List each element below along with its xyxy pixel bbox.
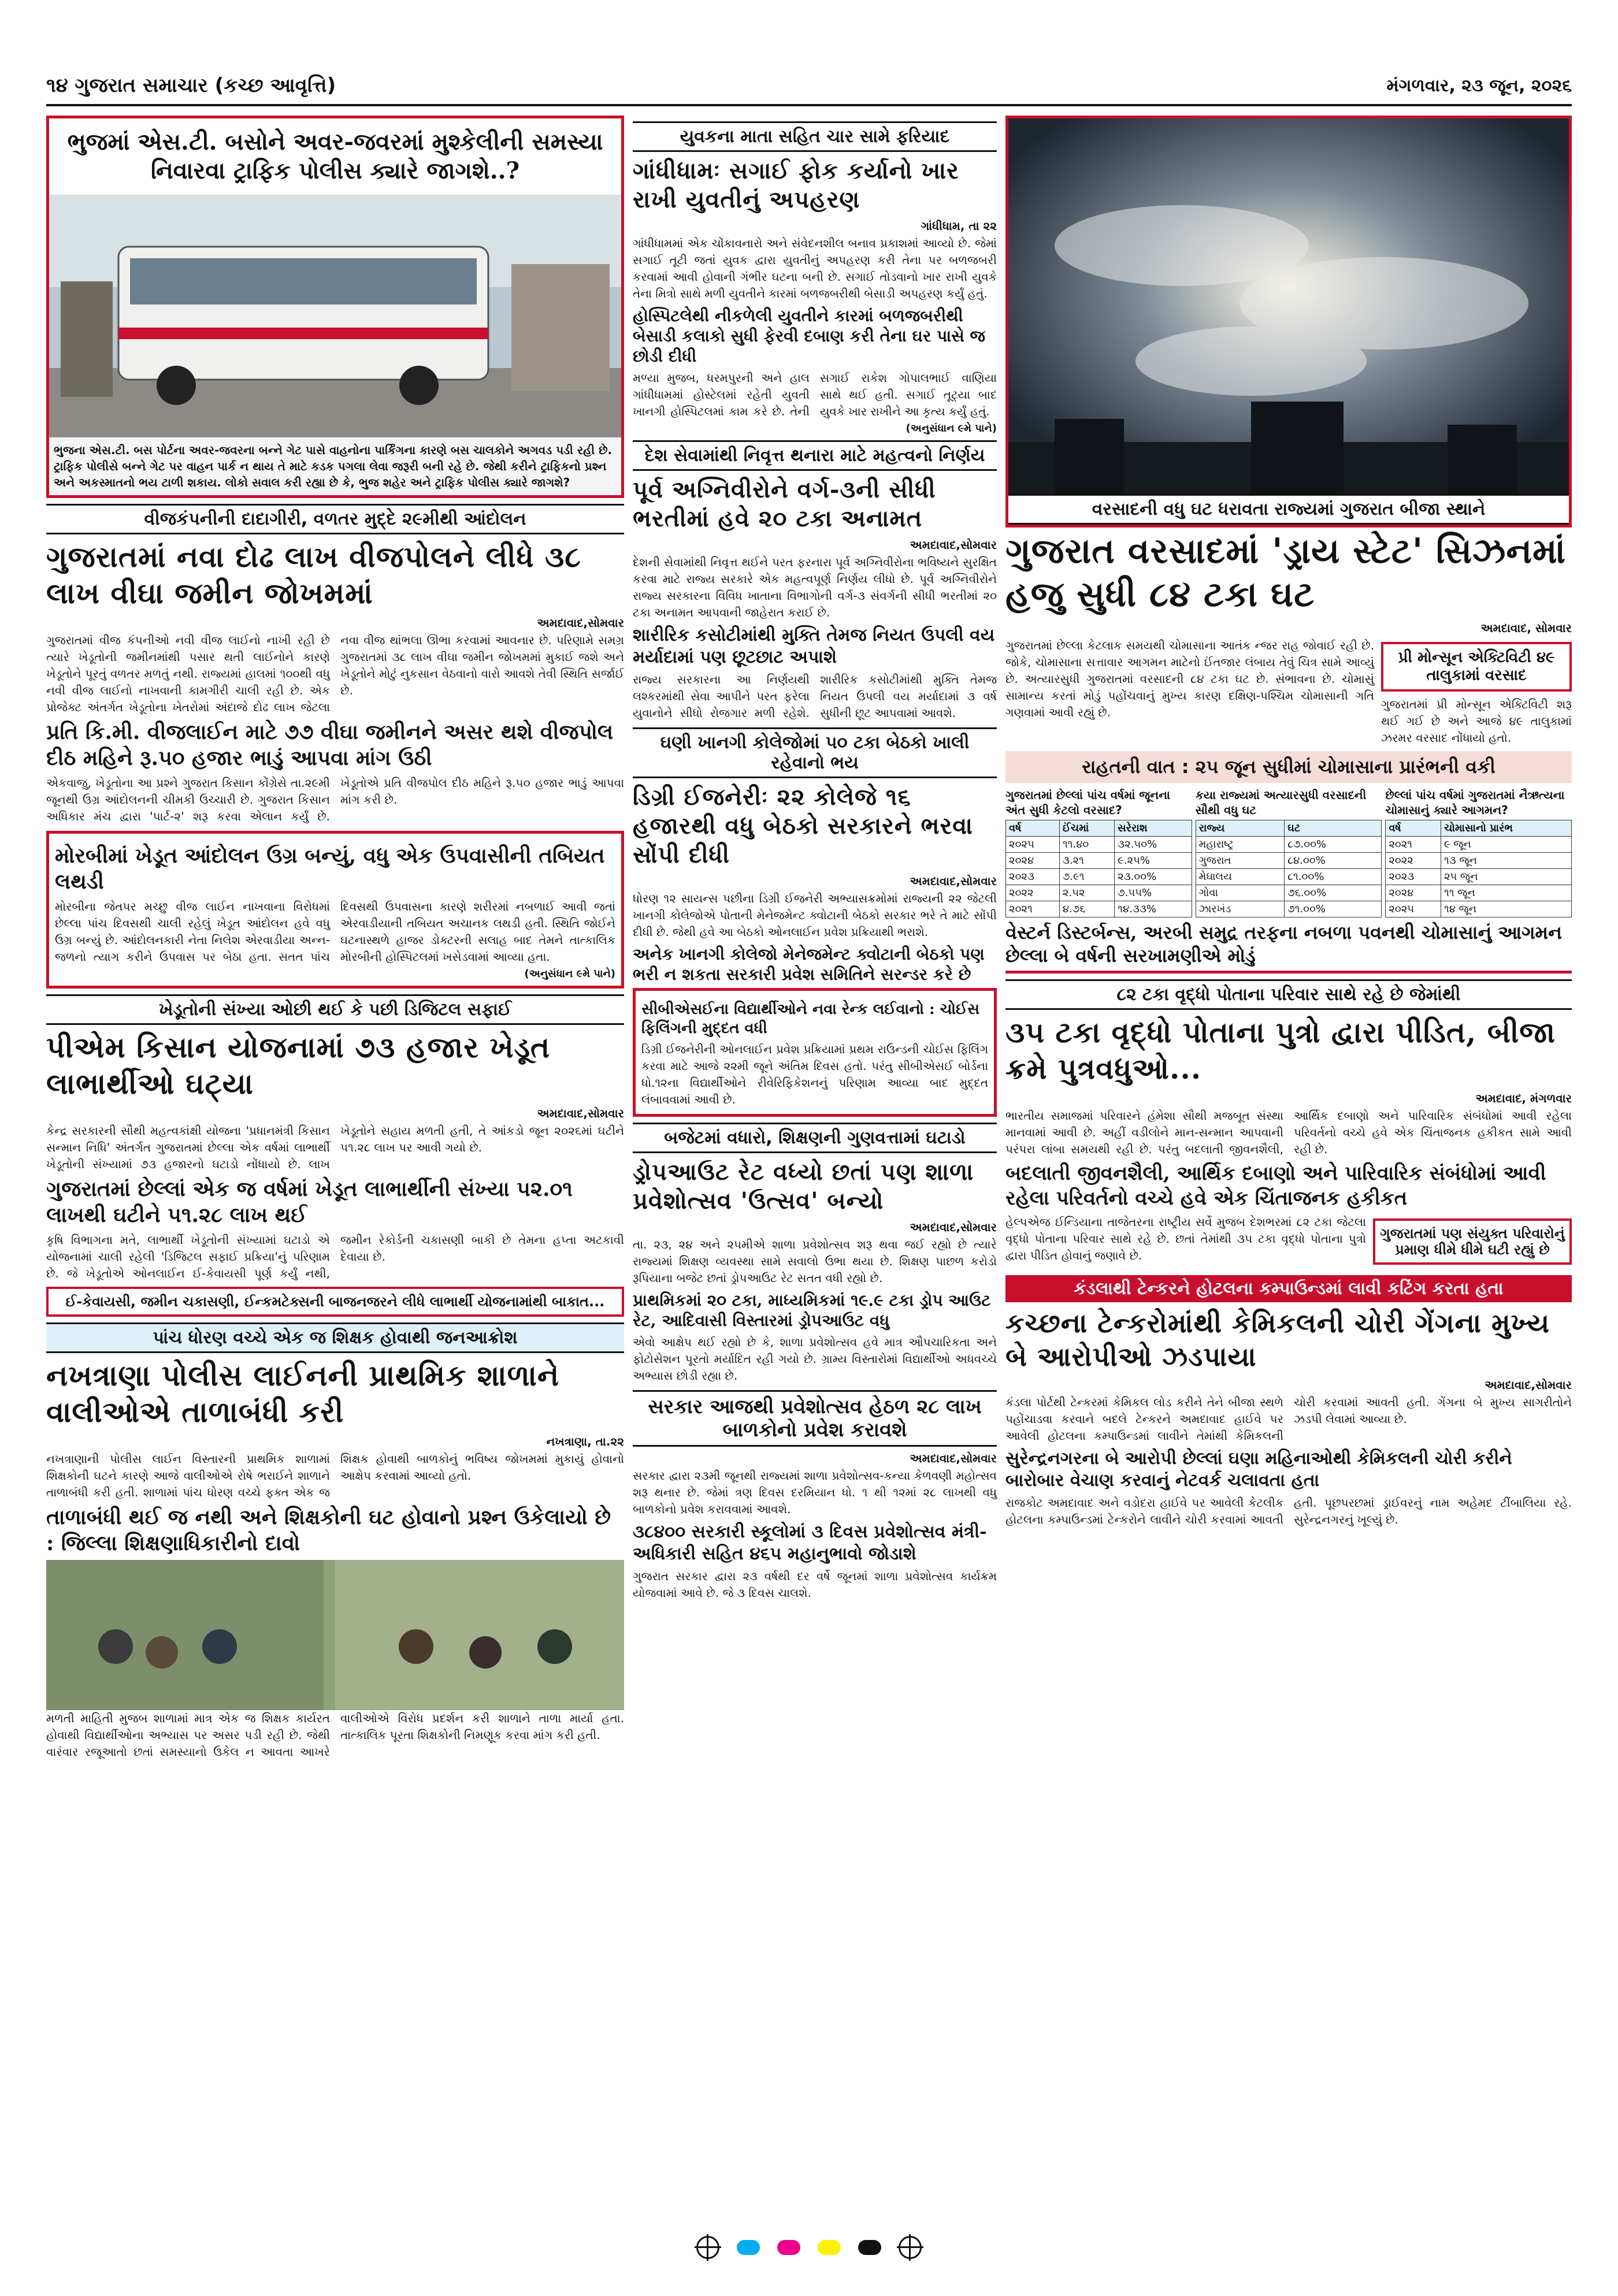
table-cell: ૪.૭૬ bbox=[1059, 901, 1114, 917]
gandhidham-kicker: યુવકના માતા સહિત ચાર સામે ફરિયાદ bbox=[633, 121, 997, 152]
registration-mark-icon bbox=[899, 2236, 922, 2259]
table-cell: ૨૦૨૫ bbox=[1006, 837, 1060, 853]
gandhidham-body2: મળ્યા મુજબ, ધરમપુરની અને હાલ ગાંધીધામમાં હોસ્ટેલમાં રહેતી યુવતી ખાનગી હોસ્પિટલમાં કામ કરે છે. તેની સગાઈ રાકેશ ગોપાલભાઈ વાણિયા સાથે થઈ હતી. સગાઈ તૂટ્યા બાદ યુવકે ખાર રાખીને આ કૃત્ય કર્યું હતું. bbox=[633, 371, 997, 418]
table-row bbox=[1006, 901, 1192, 917]
rain-table-2-grid bbox=[1196, 820, 1382, 917]
morbi-headline: મોરબીમાં ખેડૂત આંદોલન ઉગ્ર બન્યું, વધુ એક ઉપવાસીની તબિયત લથડી bbox=[55, 844, 605, 894]
agniveer-dateline: અમદાવાદ,સોમવાર bbox=[910, 538, 997, 552]
premonsoon-inset: પ્રી મોન્સૂન એક્ટિવિટી ૪૯ તાલુકામાં વરસાદ bbox=[1381, 642, 1572, 692]
table-cell: ૨.૫૨ bbox=[1059, 885, 1114, 901]
rain-table-3-caption: છેલ્લાં પાંચ વર્ષમાં ગુજરાતમાં નૈઋત્યના ચોમાસાનું ક્યારે આગમન? bbox=[1385, 788, 1565, 817]
engineering-kicker: ઘણી ખાનગી કોલેજોમાં ૫૦ ટકા બેઠકો ખાલી રહેવાનો ભય bbox=[633, 727, 997, 778]
dropout-kicker: બજેટમાં વધારો, શિક્ષણની ગુણવત્તામાં ઘટાડો bbox=[633, 1123, 997, 1153]
column-middle bbox=[633, 116, 997, 1602]
table-header-row bbox=[1386, 820, 1572, 837]
kandla-headline: કચ્છના ટેન્કરોમાંથી કેમિકલની ચોરી ગેંગના મુખ્ય બે આરોપીઓ ઝડપાયા bbox=[1005, 1307, 1550, 1372]
table-header-cell: રાજ્ય bbox=[1196, 820, 1284, 837]
table-row bbox=[1196, 901, 1382, 917]
table-cell: ૮૭.૦૦% bbox=[1285, 837, 1382, 853]
kandla-dateline: અમદાવાદ,સોમવાર bbox=[1485, 1378, 1572, 1392]
table-header-cell: વર્ષ bbox=[1386, 820, 1441, 837]
table-cell: મેઘાલય bbox=[1196, 869, 1284, 885]
vijpol-headline: ગુજરાતમાં નવા દોઢ લાખ વીજપોલને લીધે ૩૮ લાખ વીઘા જમીન જોખમમાં bbox=[46, 540, 581, 610]
column-left bbox=[46, 116, 624, 1760]
table-cell: ૨૦૨૫ bbox=[1386, 901, 1441, 917]
nakhatrana-headline: નખત્રાણા પોલીસ લાઈનની પ્રાથમિક શાળાને વાલીઓએ તાળાબંધી કરી bbox=[46, 1358, 560, 1429]
table-row bbox=[1006, 837, 1192, 853]
engineering-headline: ડિગ્રી ઈજનેરીઃ ૨૨ કોલેજે ૧૬ હજારથી વધુ બેઠકો સરકારને ભરવા સોંપી દીધી bbox=[633, 783, 973, 868]
vijpol-body2: એકવાજુ, ખેડૂતોના આ પ્રશ્ને ગુજરાત કિસાન કોંગ્રેસે તા.૨૯મી જૂનથી ઉગ્ર આંદોલનની ચીમકી ઉચ્ચારી છે. ગુજરાત કિસાન અધિકાર મંચ દ્વારા 'પાર્ટ-૨' શરૂ કરવા એલાન કર્યું છે. ખેડૂતોએ પ્રતિ વીજપોલ દીઠ મહિને રૂ.૫૦ હજાર ભાડું આપવા માંગ કરી છે. bbox=[46, 776, 624, 823]
rain-table-2 bbox=[1196, 787, 1382, 917]
praveshotsav-dateline: અમદાવાદ,સોમવાર bbox=[910, 1451, 997, 1465]
table-row bbox=[1386, 901, 1572, 917]
rain-table-1-caption: ગુજરાતમાં છેલ્લાં પાંચ વર્ષમાં જૂનના અંત સુધી કેટલો વરસાદ? bbox=[1005, 788, 1170, 817]
elderly-dateline: અમદાવાદ, મંગળવાર bbox=[1475, 1091, 1572, 1105]
gandhidham-dateline: ગાંધીધામ, તા ૨૨ bbox=[921, 219, 997, 233]
pmkisan-kicker: ખેડૂતોની સંખ્યા ઓછી થઈ કે પછી ડિજિટલ સફાઈ bbox=[46, 994, 624, 1025]
table-header-row bbox=[1196, 820, 1382, 837]
morbi-continued: (અનુસંધાન ૯મે પાને) bbox=[524, 968, 615, 980]
table-cell: ૮૧.૦૦% bbox=[1285, 869, 1382, 885]
page-header-date: મંગળવાર, ૨૩ જૂન, ૨૦૨૬ bbox=[1386, 75, 1572, 96]
table-row bbox=[1386, 837, 1572, 853]
page-header bbox=[46, 68, 1572, 103]
table-cell: ૭૧.૦૦% bbox=[1285, 901, 1382, 917]
table-cell: ઝારખંડ bbox=[1196, 901, 1284, 917]
rain-footer: વેસ્ટર્ન ડિસ્ટર્બન્સ, અરબી સમુદ્ર તરફના નબળા પવનથી ચોમાસાનું આગમન છેલ્લા બે વર્ષની સરખામણીએ મોડું bbox=[1005, 921, 1572, 974]
bhuj-story bbox=[46, 116, 624, 498]
table-cell: ૨૦૨૪ bbox=[1006, 853, 1060, 869]
nakhatrana-subhead: તાળાબંધી થઈ જ નથી અને શિક્ષકોની ઘટ હોવાનો પ્રશ્ન ઉકેલાયો છે : જિલ્લા શિક્ષણાધિકારીનો દાવો bbox=[46, 1505, 611, 1555]
table-cell: ૭૬.૦૦% bbox=[1285, 885, 1382, 901]
vijpol-subhead: પ્રતિ કિ.મી. વીજલાઈન માટે ૭૭ વીઘા જમીનને અસર થશે વીજપોલ દીઠ મહિને રૂ.૫૦ હજાર ભાડું આપવા માંગ ઉઠી bbox=[46, 720, 614, 770]
table-cell: ૨૦૨૩ bbox=[1006, 869, 1060, 885]
elderly-body: ભારતીય સમાજમાં પરિવારને હંમેશા સૌથી મજબૂત સંસ્થા માનવામાં આવી છે. અહીં વડીલોને માન-સન્માન આપવાની પરંપરા લાંબા સમયથી રહી છે. પરંતુ બદલાતી જીવનશૈલી, આર્થિક દબાણો અને પારિવારિક સંબંધોમાં આવી રહેલા પરિવર્તનો વચ્ચે હવે એક ચિંતાજનક હકીકત સામે આવી રહી છે. bbox=[1005, 1109, 1572, 1156]
bus-photo bbox=[49, 195, 621, 437]
elderly-headline: ૩૫ ટકા વૃદ્ધો પોતાના પુત્રો દ્વારા પીડિત, બીજા ક્રમે પુત્રવધુઓ... bbox=[1005, 1015, 1556, 1086]
kandla-kicker: કંડલાથી ટેન્કરને હોટલના કમ્પાઉન્ડમાં લાવી કટિંગ કરતા હતા bbox=[1005, 1275, 1572, 1302]
black-swatch-icon bbox=[858, 2240, 881, 2255]
rain-table-1-grid bbox=[1005, 820, 1192, 917]
praveshotsav-body2: ગુજરાત સરકાર દ્વારા ૨૩ વર્ષથી દર વર્ષે જૂનમાં શાળા પ્રવેશોત્સવ કાર્યક્રમ યોજવામાં આવે છે. જે ૩ દિવસ ચાલશે. bbox=[633, 1569, 997, 1600]
cbse-inset-title: સીબીએસઈના વિદ્યાર્થીઓને નવા રેન્ક લઈવાનો : ચોઈસ ફિલિંગની મુદ્દત વધી bbox=[641, 1001, 980, 1037]
registration-mark-icon bbox=[696, 2236, 719, 2259]
table-row bbox=[1196, 837, 1382, 853]
gandhidham-headline: ગાંધીધામઃ સગાઈ ફોક કર્યાનો ખાર રાખી યુવતીનું અપહરણ bbox=[633, 157, 959, 213]
vijpol-body: ગુજરાતમાં વીજ કંપનીઓ નવી વીજ લાઈનો નાખી રહી છે ત્યારે ખેડૂતોની જમીનમાંથી પસાર થતી લાઈનોને કારણે ખેડૂતોને પૂરતું વળતર મળતું નથી. રાજ્યમાં હાલમાં ૧૦૦થી વધુ નવી વીજ લાઈનો નાખવાની કામગીરી ચાલી રહી છે. એક પ્રોજેક્ટ અંતર્ગત ખેડૂતોના ખેતરોમાં અંદાજે દોઢ લાખ જેટલા નવા વીજ થાંભલા ઊભા કરવામાં આવનાર છે. પરિણામે સમગ્ર ગુજરાતમાં ૩૮ લાખ વીઘા જમીન જોખમમાં મુકાઈ જશે અને ખેડૂતોને મોટું નુકસાન વેઠવાનો વારો આવશે તેવી સ્થિતિ સર્જાઈ છે. bbox=[46, 633, 624, 714]
gandhidham-continued: (અનુસંધાન ૯મે પાને) bbox=[906, 422, 997, 434]
morbi-body: મોરબીના જેતપર મચ્છુ વીજ લાઈન નાખવાના વિરોધમાં છેલ્લા પાંચ દિવસથી ચાલી રહેલું ખેડૂત આંદોલન હવે વધુ ઉગ્ર બન્યું છે. આંદોલનકારી નેતા નિલેશ એરવાડીયા અન્ન-જળનો ત્યાગ કરીને ઉપવાસ પર બેઠા હતા. સતત પાંચ દિવસથી ઉપવાસના કારણે શરીરમાં નબળાઈ આવી જતાં એરવાડીયાની તબિયત અચાનક લથડી હતી. સ્થિતિ જોઈને ઘટનાસ્થળે હાજર ડોક્ટરની સલાહ બાદ તેમને તાત્કાલિક મોરબીની હોસ્પિટલમાં ખસેડવામાં આવ્યા હતા. bbox=[55, 900, 615, 964]
agniveer-subhead: શારીરિક કસોટીમાંથી મુક્તિ તેમજ નિયત ઉપલી વય મર્યાદામાં પણ છૂટછાટ અપાશે bbox=[633, 625, 995, 667]
cyan-swatch-icon bbox=[737, 2240, 760, 2255]
cbse-inset bbox=[633, 988, 997, 1117]
nakhatrana-kicker: પાંચ ધોરણ વચ્ચે એક જ શિક્ષક હોવાથી જનઆક્રોશ bbox=[46, 1322, 624, 1353]
praveshotsav-subhead: ૩૮૪૦૦ સરકારી સ્કૂલોમાં ૩ દિવસ પ્રવેશોત્સવ મંત્રી-અધિકારી સહિત ૪૬૫ મહાનુભાવો જોડાશે bbox=[633, 1522, 987, 1564]
praveshotsav-kicker: સરકાર આજથી પ્રવેશોત્સવ હેઠળ ૨૮ લાખ બાળકોનો પ્રવેશ કરાવશે bbox=[633, 1390, 997, 1447]
table-cell: ગોવા bbox=[1196, 885, 1284, 901]
table-row bbox=[1386, 885, 1572, 901]
dropout-subhead: પ્રાથમિકમાં ૨૦ ટકા, માધ્યમિકમાં ૧૯.૯ ટકા ડ્રોપ આઉટ રેટ, આદિવાસી વિસ્તારમાં ડ્રોપઆઉટ વધુ bbox=[633, 1291, 991, 1330]
table-cell: ૧૩ જૂન bbox=[1441, 853, 1571, 869]
pmkisan-body2: કૃષિ વિભાગના મતે, લાભાર્થી ખેડૂતોની સંખ્યામાં ઘટાડો એ યોજનામાં ચાલી રહેલી 'ડિજિટલ સફાઈ પ્રક્રિયા'નું પરિણામ છે. જે ખેડૂતોએ ઓનલાઈન ઈ-કેવાયસી પૂર્ણ કર્યું નથી, જમીન રેકોર્ડની ચકાસણી બાકી છે તેમના હપ્તા અટકાવી દેવાયા છે. bbox=[46, 1233, 624, 1280]
sky-photo-image bbox=[1008, 118, 1569, 494]
table-cell: ૨૦૨૩ bbox=[1386, 869, 1441, 885]
print-registration-strip bbox=[46, 2236, 1572, 2259]
cbse-inset-body: ડિગ્રી ઈજનેરીની ઓનલાઈન પ્રવેશ પ્રક્રિયામાં પ્રથમ રાઉન્ડની ચોઈસ ફિલિંગ કરવા માટે આજે ૨૨મી જૂને અંતિમ દિવસ હતો. પરંતુ સીબીએસઈ બોર્ડના ધો.૧૨ના વિદ્યાર્થીઓને રીવેરિફિકેશનનું પરિણામ આવ્યા બાદ મુદ્દત લંબાવવામાં આવી છે. bbox=[641, 1042, 988, 1106]
gandhidham-body: ગાંધીધામમાં એક ચોંકાવનારો અને સંવેદનશીલ બનાવ પ્રકાશમાં આવ્યો છે. જેમાં સગાઈ તૂટી જતાં યુવક દ્વારા યુવતીનું અપહરણ કરી તેના પર બળજબરી કરવામાં આવી હોવાની ગંભીર ઘટના બની છે. સગાઈ તોડવાનો ખાર રાખી યુવકે તેના મિત્રો સાથે મળી યુવતીને કારમાં બળજબરીથી બેસાડી અપહરણ કર્યું હતું. bbox=[633, 236, 997, 300]
gandhidham-subhead: હોસ્પિટલેથી નીકળેલી યુવતીને કારમાં બળજબરીથી બેસાડી કલાકો સુધી ફેરવી દબાણ કરી તેના ઘર પાસે જ છોડી દીધી bbox=[633, 306, 986, 366]
table-cell: ૧૧ જૂન bbox=[1441, 885, 1571, 901]
table-header-cell: સરેરાશ bbox=[1115, 820, 1192, 837]
bus-photo-image bbox=[49, 195, 621, 437]
table-cell: ૭.૯૧ bbox=[1059, 869, 1114, 885]
dropout-headline: ડ્રોપઆઉટ રેટ વધ્યો છતાં પણ શાળા પ્રવેશોત્સવ 'ઉત્સવ' બન્યો bbox=[633, 1158, 974, 1214]
school-protest-photo bbox=[46, 1560, 624, 1710]
table-row bbox=[1196, 869, 1382, 885]
table-cell: ૨૦૨૨ bbox=[1386, 853, 1441, 869]
table-row bbox=[1386, 853, 1572, 869]
table-row bbox=[1196, 885, 1382, 901]
nakhatrana-body2: મળતી માહિતી મુજબ શાળામાં માત્ર એક જ શિક્ષક કાર્યરત હોવાથી વિદ્યાર્થીઓના અભ્યાસ પર અસર પડી રહી છે. જેથી વારંવાર રજૂઆતો છતાં સમસ્યાનો ઉકેલ ન આવતા આખરે વાલીઓએ વિરોધ પ્રદર્શન કરી શાળાને તાળા માર્યા હતા. તાત્કાલિક પૂરતા શિક્ષકોની નિમણૂક કરવા માંગ કરી હતી. bbox=[46, 1711, 624, 1759]
sky-photo bbox=[1008, 118, 1569, 494]
pmkisan-headline: પીએમ કિસાન યોજનામાં ૭૩ હજાર ખેડૂત લાભાર્થીઓ ઘટ્યા bbox=[46, 1030, 551, 1101]
dropout-body: તા. ૨૩, ૨૪ અને ૨૫મીએ શાળા પ્રવેશોત્સવ શરૂ થવા જઈ રહ્યો છે ત્યારે રાજ્યમાં શિક્ષણ વ્યવસ્થા સામે સવાલો ઉભા થયા છે. શિક્ષણ પાછળ કરોડો રૂપિયાના બજેટ છતાં ડ્રોપઆઉટ રેટ સતત વધી રહ્યો છે. bbox=[633, 1238, 997, 1285]
table-cell: ૯ જૂન bbox=[1441, 837, 1571, 853]
elderly-kicker: ૮૨ ટકા વૃદ્ધો પોતાના પરિવાર સાથે રહે છે જેમાંથી bbox=[1005, 979, 1572, 1010]
table-cell: ૧૪ જૂન bbox=[1441, 901, 1571, 917]
rain-headline: ગુજરાત વરસાદમાં 'ડ્રાય સ્ટેટ' સિઝનમાં હજુ સુધી ૮૪ ટકા ઘટ bbox=[1005, 531, 1567, 615]
agniveer-kicker: દેશ સેવામાંથી નિવૃત્ત થનારા માટે મહત્વનો નિર્ણય bbox=[633, 440, 997, 471]
rain-story bbox=[1005, 116, 1572, 527]
table-row bbox=[1196, 853, 1382, 869]
rain-tables bbox=[1005, 787, 1572, 917]
pmkisan-inset: ઈ-કેવાયસી, જમીન ચકાસણી, ઈન્કમટેક્સની બાજનજરને લીધે લાભાર્થી યોજનામાંથી બાકાત... bbox=[46, 1287, 624, 1317]
table-cell: ૨૦૨૧ bbox=[1386, 837, 1441, 853]
bhuj-caption: ભુજના એસ.ટી. બસ પોર્ટના અવર-જવરના બન્ને ગેટ પાસે વાહનોના પાર્કિંગના કારણે બસ ચાલકોને અગવડ પડી રહી છે. ટ્રાફિક પોલીસે બન્ને ગેટ પર વાહન પાર્ક ન થાય તે માટે કડક પગલા લેવા જરૂરી બની રહે છે. જેથી કરીને ટ્રાફિકનો પ્રશ્ન અને અકસ્માતનો ભય ટાળી શકાય. લોકો સવાલ કરી રહ્યા છે કે, ભુજ શહેર અને ટ્રાફિક પોલીસ ક્યારે જાગશે? bbox=[49, 437, 621, 495]
dropout-dateline: અમદાવાદ,સોમવાર bbox=[910, 1220, 997, 1234]
elderly-body2: હેલ્પએજ ઈન્ડિયાના તાજેતરના રાષ્ટ્રીય સર્વે મુજબ દેશભરમાં ૮૨ ટકા જેટલા વૃદ્ધો પોતાના પરિવાર સાથે રહે છે. છતાં તેમાંથી ૩૫ ટકા વૃદ્ધો પોતાના પુત્રો દ્વારા પીડિત હોવાનું જણાવે છે. bbox=[1005, 1215, 1366, 1262]
praveshotsav-body: સરકાર દ્વારા ૨૩મી જૂનથી રાજ્યમાં શાળા પ્રવેશોત્સવ-કન્યા કેળવણી મહોત્સવ શરૂ થનાર છે. જેમાં ત્રણ દિવસ દરમિયાન ધો. ૧ થી ૧૨માં ૨૮ લાખથી વધુ બાળકોનો પ્રવેશ કરાવવામાં આવશે. bbox=[633, 1469, 997, 1516]
rain-table-2-caption: કયા રાજ્યમાં અત્યારસુધી વરસાદની સૌથી વધુ ઘટ bbox=[1195, 788, 1367, 817]
kandla-subhead: સુરેન્દ્રનગરના બે આરોપી છેલ્લાં ઘણા મહિનાઓથી કેમિકલની ચોરી કરીને બારોબાર વેચાણ કરવાનું નેટવર્ક ચલાવતા હતા bbox=[1005, 1448, 1512, 1491]
agniveer-body2: રાજ્ય સરકારના આ નિર્ણયથી લશ્કરમાંથી સેવા આપીને પરત ફરેલા યુવાનોને સીધો રોજગાર મળી રહેશે. શારીરિક કસોટીમાંથી મુક્તિ તેમજ નિયત ઉપલી વય મર્યાદામાં ૩ વર્ષ સુધીની છૂટ આપવામાં આવશે. bbox=[633, 673, 997, 720]
vijpol-dateline: અમદાવાદ,સોમવાર bbox=[537, 616, 624, 630]
nakhatrana-dateline: નખત્રાણા, તા.૨૨ bbox=[546, 1435, 624, 1448]
table-cell: ગુજરાત bbox=[1196, 853, 1284, 869]
table-header-cell: ઘટ bbox=[1285, 820, 1382, 837]
table-cell: ૩૨.૫૦% bbox=[1115, 837, 1192, 853]
rain-banner: રાહતની વાત : ૨૫ જૂન સુધીમાં ચોમાસાના પ્રારંભની વકી bbox=[1005, 751, 1572, 783]
table-cell: ૩.૨૧ bbox=[1059, 853, 1114, 869]
pmkisan-dateline: અમદાવાદ,સોમવાર bbox=[537, 1106, 624, 1120]
school-protest-image bbox=[46, 1560, 624, 1710]
bhuj-headline: ભુજમાં એસ.ટી. બસોને અવર-જવરમાં મુશ્કેલીની સમસ્યા નિવારવા ટ્રાફિક પોલીસ ક્યારે જાગશે..? bbox=[67, 128, 603, 184]
table-row bbox=[1006, 853, 1192, 869]
rain-table-3-grid bbox=[1385, 820, 1572, 917]
nakhatrana-body: નખત્રાણાની પોલીસ લાઈન વિસ્તારની પ્રાથમિક શાળામાં શિક્ષકોની ઘટને કારણે આજે વાલીઓએ રોષે ભરાઈને શાળાને તાળાબંધી કરી હતી. શાળામાં પાંચ ધોરણ વચ્ચે ફક્ત એક જ શિક્ષક હોવાથી બાળકોનું ભવિષ્ય જોખમમાં મુકાયું હોવાનો આક્ષેપ કરવામાં આવ્યો હતો. bbox=[46, 1452, 624, 1499]
pmkisan-subhead: ગુજરાતમાં છેલ્લાં એક જ વર્ષમાં ખેડૂત લાભાર્થીની સંખ્યા ૫૨.૦૧ લાખથી ઘટીને ૫૧.૨૮ લાખ થઈ bbox=[46, 1177, 573, 1227]
elderly-inset: ગુજરાતમાં પણ સંયુક્ત પરિવારોનું પ્રમાણ ધીમે ધીમે ઘટી રહ્યું છે bbox=[1373, 1218, 1572, 1265]
table-row bbox=[1386, 869, 1572, 885]
table-header-cell: ચોમાસાનો પ્રારંભ bbox=[1441, 820, 1571, 837]
table-cell: ૨૦૨૪ bbox=[1386, 885, 1441, 901]
table-row bbox=[1006, 869, 1192, 885]
dropout-body2: એવો આક્ષેપ થઈ રહ્યો છે કે, શાળા પ્રવેશોત્સવ હવે માત્ર ઔપચારિકતા અને ફોટોસેશન પૂરતો મર્યાદિત રહી ગયો છે. ગ્રામ્ય વિસ્તારોમાં વિદ્યાર્થીઓ અધવચ્ચે અભ્યાસ છોડી રહ્યા છે. bbox=[633, 1335, 997, 1383]
table-row bbox=[1006, 885, 1192, 901]
table-cell: ૨૩.૦૦% bbox=[1115, 869, 1192, 885]
agniveer-headline: પૂર્વ અગ્નિવીરોને વર્ગ-૩ની સીધી ભરતીમાં હવે ૨૦ ટકા અનામત bbox=[633, 476, 936, 532]
engineering-body: ધોરણ ૧૨ સાયન્સ પછીના ડિગ્રી ઈજનેરી અભ્યાસક્રમોમાં રાજ્યની ૨૨ જેટલી ખાનગી કોલેજોએ પોતાની મેનેજમેન્ટ ક્વોટાની બેઠકો સરકાર ભરે તે માટે સોંપી દીધી છે. જેથી હવે આ બેઠકો ઓનલાઈન પ્રવેશ પ્રક્રિયાથી ભરાશે. bbox=[633, 891, 997, 939]
pmkisan-body: કેન્દ્ર સરકારની સૌથી મહત્વકાંક્ષી યોજના 'પ્રધાનમંત્રી કિસાન સન્માન નિધિ' અંતર્ગત ગુજરાતમાં છેલ્લા એક વર્ષમાં લાભાર્થી ખેડૂતોની સંખ્યામાં ૭૩ હજારનો ઘટાડો નોંધાયો છે. લાખ ખેડૂતોને સહાય મળતી હતી, તે આંકડો જૂન ૨૦૨૬માં ઘટીને ૫૧.૨૮ લાખ પર આવી ગયો છે. bbox=[46, 1124, 624, 1171]
header-rule bbox=[46, 104, 1572, 106]
column-right bbox=[1005, 116, 1572, 1528]
table-cell: ૨૫ જૂન bbox=[1441, 869, 1571, 885]
table-cell: ૨૦૨૨ bbox=[1006, 885, 1060, 901]
rain-body: ગુજરાતમાં છેલ્લા કેટલાક સમયથી ચોમાસાના આતંક ન્જર રાહ જોવાઈ રહી છે. જોકે, ચોમાસાના સત્તાવાર આગમન માટેનો ઈંતજાર લંબાય તેવું ચિત્ર સામે આવ્યું છે. અત્યારસુધી ગુજરાતમાં વરસાદની ૮૪ ટકા ઘટ છે. સંભાવના છે. ચોમાસું સામાન્ય કરતાં મોડું પહોંચવાનું મુખ્ય કારણ દક્ષિણ-પશ્ચિમ ચોમાસાની ગતિ ગણવામાં આવી રહ્યું છે. bbox=[1005, 638, 1374, 719]
vijpol-kicker: વીજકંપનીની દાદાગીરી, વળતર મુદ્દે ૨૯મીથી આંદોલન bbox=[46, 504, 624, 534]
table-cell: ૨૦૨૧ bbox=[1006, 901, 1060, 917]
rain-table-1 bbox=[1005, 787, 1192, 917]
agniveer-body: દેશની સેવામાંથી નિવૃત્ત થઈને પરત ફરનારા પૂર્વ અગ્નિવીરોના ભવિષ્યને સુરક્ષિત કરવા માટે રાજ્ય સરકારે એક મહત્વપૂર્ણ નિર્ણય લીધો છે. પૂર્વ અગ્નિવીરોને રાજ્ય સરકારના વિવિધ ખાતાના વિભાગોની વર્ગ-૩ સંવર્ગની સીધી ભરતીમાં ૨૦ ટકા અનામત આપવાની જાહેરાત કરાઈ છે. bbox=[633, 555, 997, 619]
table-cell: ૯.૨૫% bbox=[1115, 853, 1192, 869]
table-cell: ૭.૫૫% bbox=[1115, 885, 1192, 901]
table-cell: ૮૪.૦૦% bbox=[1285, 853, 1382, 869]
engineering-subhead: અનેક ખાનગી કોલેજો મેનેજમેન્ટ ક્વોટાની બેઠકો પણ ભરી ન શકતા સરકારી પ્રવેશ સમિતિને સરન્ડર કરે છે bbox=[633, 945, 985, 984]
table-header-cell: ઈંચમાં bbox=[1059, 820, 1114, 837]
table-header-cell: વર્ષ bbox=[1006, 820, 1060, 837]
page-header-left: ૧૪ ગુજરાત સમાચાર (કચ્છ આવૃત્તિ) bbox=[46, 74, 336, 97]
table-cell: ૧૪.૩૩% bbox=[1115, 901, 1192, 917]
engineering-dateline: અમદાવાદ,સોમવાર bbox=[910, 874, 997, 888]
magenta-swatch-icon bbox=[777, 2240, 800, 2255]
rain-table-3 bbox=[1385, 787, 1572, 917]
yellow-swatch-icon bbox=[818, 2240, 841, 2255]
premonsoon-body: ગુજરાતમાં પ્રી મોન્સૂન એક્ટિવિટી શરૂ થઈ ગઈ છે અને આજે ૪૯ તાલુકામાં ઝરમર વરસાદ નોંધાયો હતો. bbox=[1381, 697, 1572, 745]
elderly-subhead: બદલાતી જીવનશૈલી, આર્થિક દબાણો અને પારિવારિક સંબંધોમાં આવી રહેલા પરિવર્તનો વચ્ચે હવે એક ચિંતાજનક હકીકત bbox=[1005, 1162, 1546, 1210]
morbi-box bbox=[46, 831, 624, 989]
rain-dateline: અમદાવાદ, સોમવાર bbox=[1480, 621, 1572, 635]
kandla-body: કંડલા પોર્ટથી ટેન્કરમાં કેમિકલ લોડ કરીને તેને બીજા સ્થળે પહોંચાડવા કરવાને બદલે ટેન્કરને અમદાવાદ હાઈવે પર આવેલી હોટલના કમ્પાઉન્ડમાં લાવીને તેમાંથી કેમિકલની ચોરી કરવામાં આવતી હતી. ગેંગના બે મુખ્ય સાગરીતોને ઝડપી લેવામાં આવ્યા છે. bbox=[1005, 1395, 1572, 1443]
table-cell: મહારાષ્ટ્ર bbox=[1196, 837, 1284, 853]
table-header-row bbox=[1006, 820, 1192, 837]
kandla-body2: રાજકોટ અમદાવાદ અને વડોદરા હાઈવે પર આવેલી કેટલીક હોટલના કમ્પાઉન્ડમાં ટેન્કરોને લાવીને ચોરી કરવામાં આવતી હતી. પૂછપરછમાં ડ્રાઈવરનું નામ અહેમદ ટીંબાલિયા રહે. સુરેન્દ્રનગરનું ખૂલ્યું છે. bbox=[1005, 1496, 1572, 1526]
rain-label: વરસાદની વધુ ઘટ ધરાવતા રાજ્યમાં ગુજરાત બીજા સ્થાને bbox=[1008, 494, 1569, 525]
table-cell: ૧૧.૪૦ bbox=[1059, 837, 1114, 853]
